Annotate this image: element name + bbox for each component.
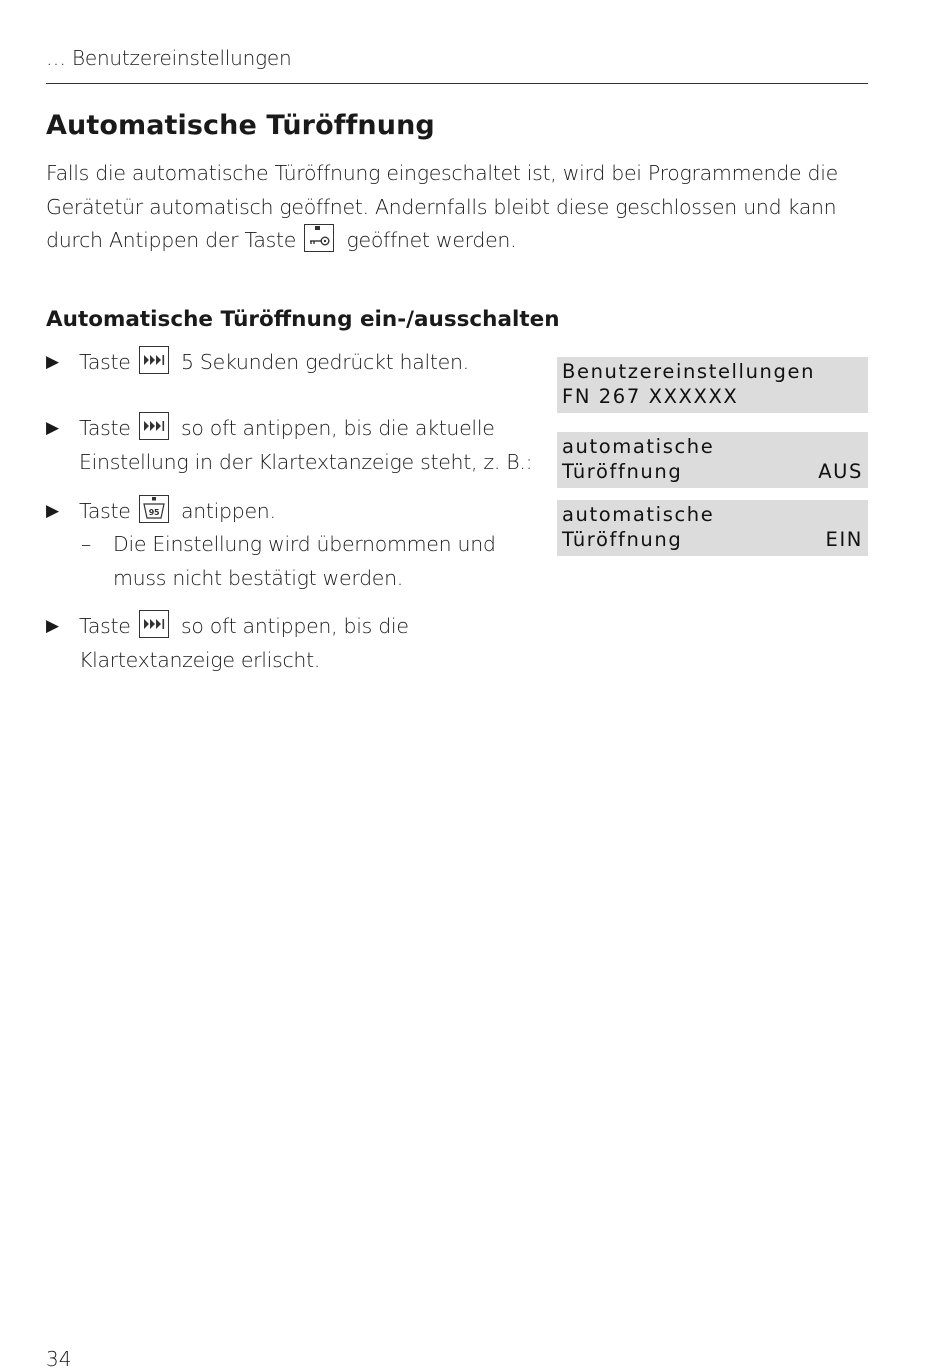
svg-text:95: 95 <box>148 508 160 517</box>
dash-bullet: – <box>81 532 91 556</box>
display-2-value: AUS <box>818 460 863 483</box>
intro-paragraph <box>46 157 871 258</box>
step-1-label: Taste <box>79 350 131 374</box>
display-1-line2: FN 267 XXXXXX <box>562 385 739 408</box>
display-panel-3 <box>557 500 868 556</box>
step-3-text: antippen. <box>180 499 276 523</box>
fast-forward-icon <box>139 610 169 638</box>
temperature-95-icon <box>139 495 169 523</box>
display-3-line2: Türöffnung <box>562 528 683 551</box>
triangle-right-icon: ▶ <box>46 418 59 438</box>
fast-forward-icon <box>139 412 169 440</box>
step-2-label: Taste <box>79 416 131 440</box>
display-1-line1: Benutzereinstellungen <box>562 360 816 383</box>
header-rule <box>46 83 868 84</box>
display-panel-2 <box>557 432 868 488</box>
intro-text-part2: geöffnet werden. <box>346 228 517 252</box>
triangle-right-icon: ▶ <box>46 352 59 372</box>
display-2-line1: automatische <box>562 435 715 458</box>
page-number: 34 <box>46 1347 72 1371</box>
display-3-line1: automatische <box>562 503 715 526</box>
fast-forward-icon <box>139 346 169 374</box>
step-3-label: Taste <box>79 499 131 523</box>
step-2-text: so oft antippen, bis die aktuelle Einstellung in der Klartextanzeige steht, z. B.: <box>79 416 533 474</box>
display-3-value: EIN <box>825 528 863 551</box>
running-head: … Benutzereinstellungen <box>46 46 292 70</box>
step-1-text: 5 Sekunden gedrückt halten. <box>180 350 469 374</box>
step-3-result-text: Die Einstellung wird übernommen und muss nicht bestätigt werden. <box>113 532 496 590</box>
display-panel-1 <box>557 357 868 413</box>
display-2-line2: Türöffnung <box>562 460 683 483</box>
triangle-right-icon: ▶ <box>46 616 59 636</box>
step-4-text: so oft antippen, bis die Klartextanzeige erlischt. <box>79 614 409 672</box>
subsection-title: Automatische Türöffnung ein-/ausschalten <box>46 307 560 332</box>
intro-text-part1: Falls die automatische Türöffnung eingeschaltet ist, wird bei Programmende die Gerätetür automatisch geöffnet. Andernfalls bleibt diese geschlossen und kann durch Antippen der Taste <box>46 161 838 252</box>
section-title: Automatische Türöffnung <box>46 110 435 141</box>
door-key-icon <box>304 224 334 252</box>
step-4-label: Taste <box>79 614 131 638</box>
triangle-right-icon: ▶ <box>46 501 59 521</box>
